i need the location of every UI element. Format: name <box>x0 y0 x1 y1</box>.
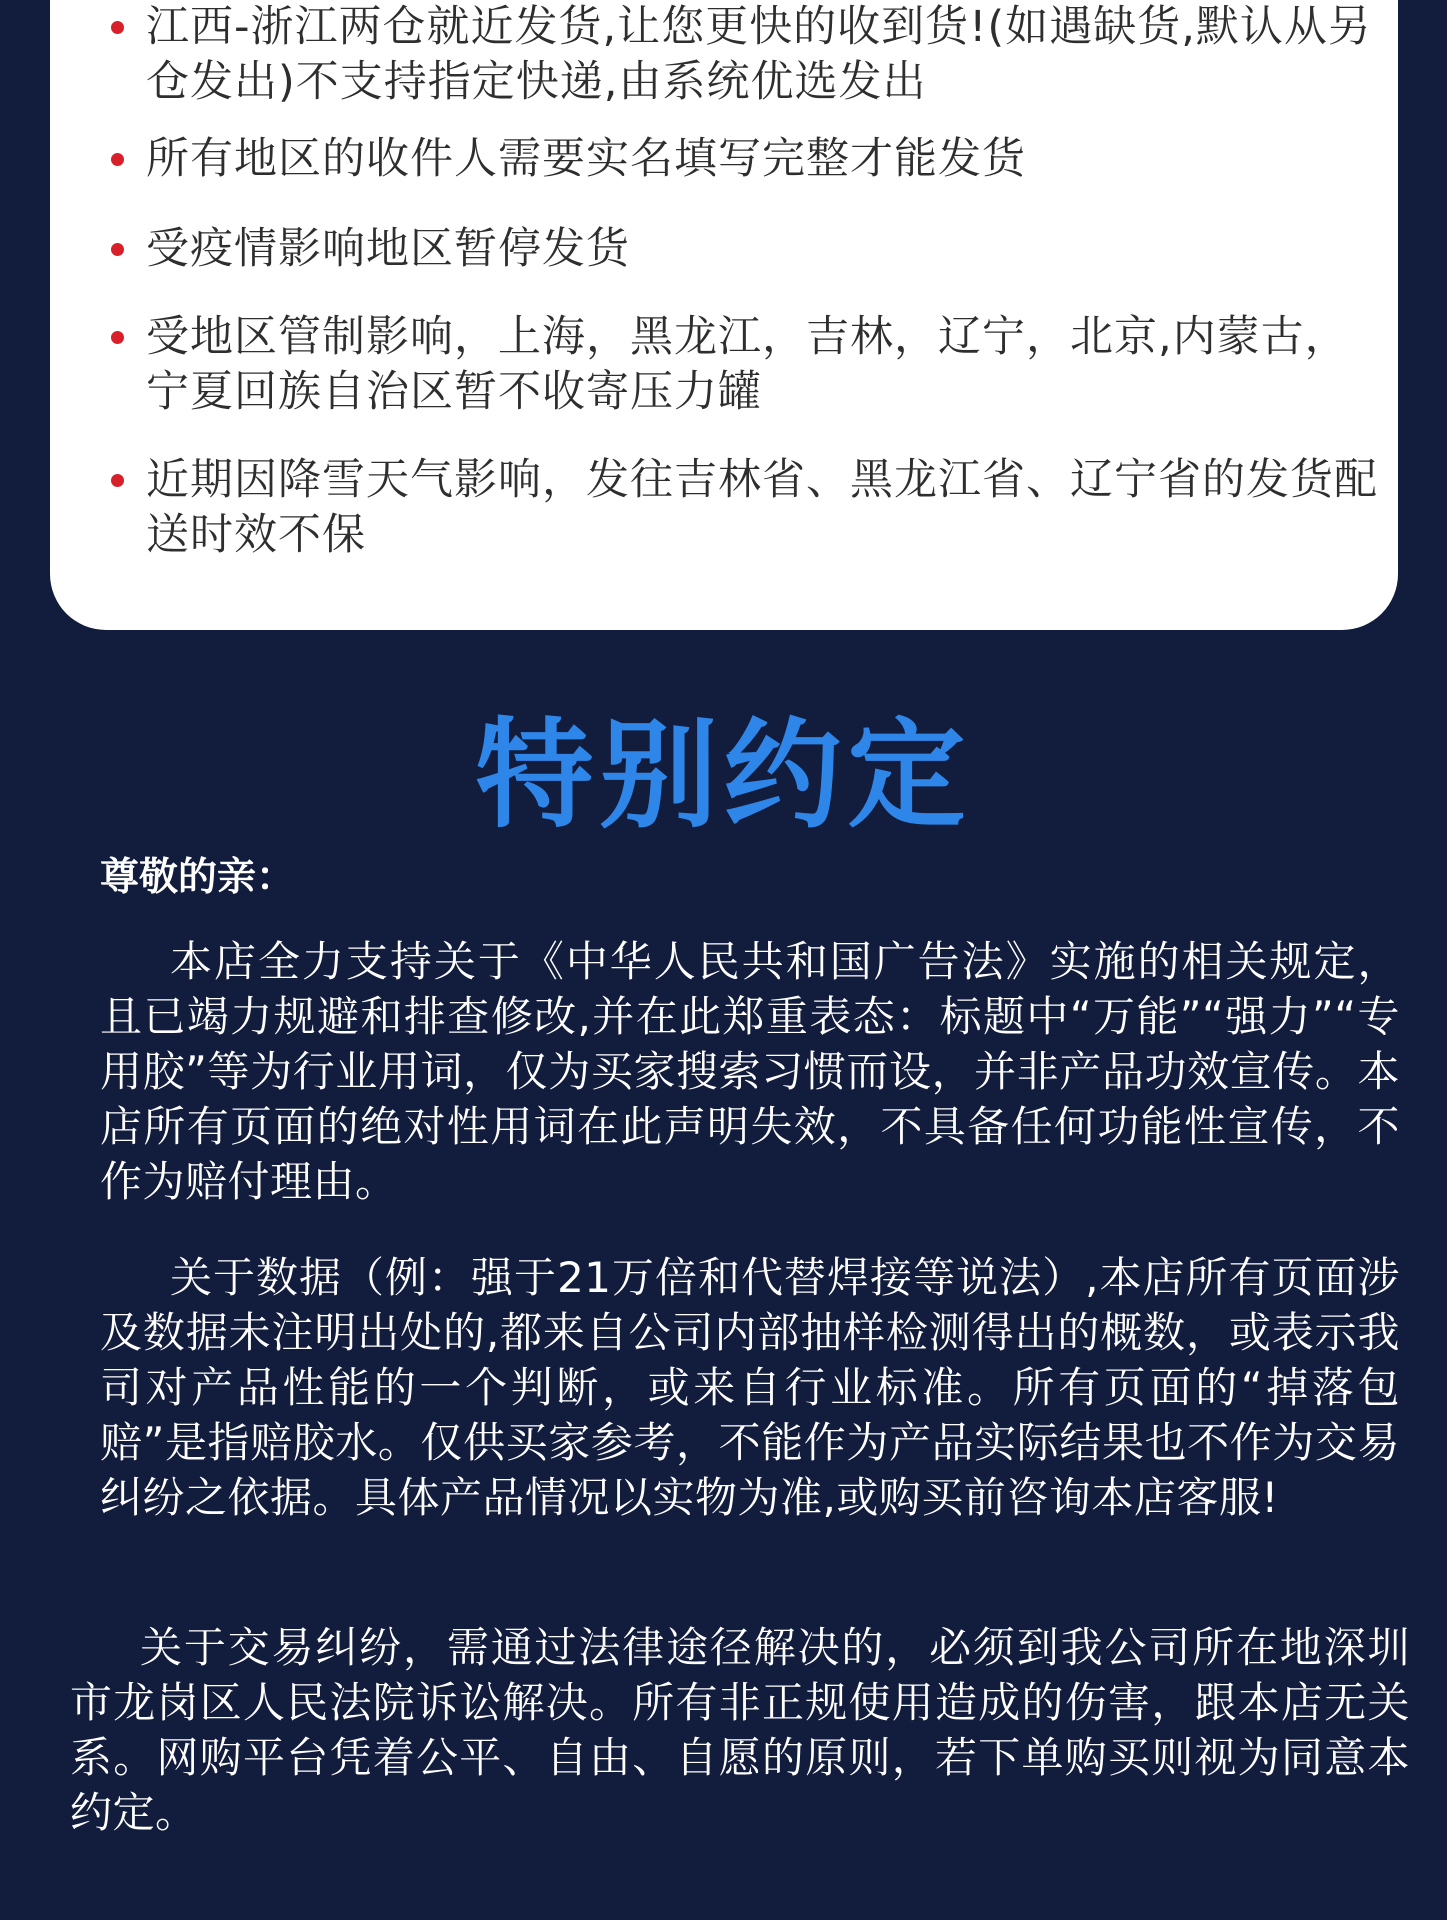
notice-item-snow <box>146 453 1386 563</box>
notice-item-pressure-tank <box>146 310 1386 420</box>
notice-item-warehouse <box>146 0 1386 110</box>
bullet-icon <box>111 153 124 166</box>
notice-item-real-name <box>146 132 1386 187</box>
agreement-paragraph-disputes: 关于交易纠纷，需通过法律途径解决的，必须到我公司所在地深圳市龙岗区人民法院诉讼解决。所有非正规使用造成的伤害，跟本店无关系。网购平台凭着公平、自由、自愿的原则，若下单购买则视为同意本约定。 <box>70 1623 1410 1837</box>
notice-item-text: 所有地区的收件人需要实名填写完整才能发货 <box>146 134 1026 184</box>
notice-item-text: 江西-浙江两仓就近发货,让您更快的收到货!(如遇缺货,默认从另仓发出)不支持指定快递,由系统优选发出 <box>146 2 1372 107</box>
notice-item-text: 受疫情影响地区暂停发货 <box>146 224 630 274</box>
bullet-icon <box>111 21 124 34</box>
bullet-icon <box>111 474 124 487</box>
shipping-notice-card <box>50 0 1398 630</box>
bullet-icon <box>111 243 124 256</box>
greeting: 尊敬的亲： <box>100 855 296 900</box>
agreement-paragraph-data: 关于数据（例：强于21万倍和代替焊接等说法）,本店所有页面涉及数据未注明出处的,都来自公司内部抽样检测得出的概数，或表示我司对产品性能的一个判断，或来自行业标准。所有页面的“掉落包赔”是指赔胶水。仅供买家参考，不能作为产品实际结果也不作为交易纠纷之依据。具体产品情况以实物为准,或购买前咨询本店客服! <box>100 1253 1400 1522</box>
agreement-paragraph-advertising-law: 本店全力支持关于《中华人民共和国广告法》实施的相关规定，且已竭力规避和排查修改,并在此郑重表态：标题中“万能”“强力”“专用胶”等为行业用词，仅为买家搜索习惯而设，并非产品功效宣传。本店所有页面的绝对性用词在此声明失效，不具备任何功能性宣传，不作为赔付理由。 <box>100 937 1400 1206</box>
notice-item-text: 近期因降雪天气影响，发往吉林省、黑龙江省、辽宁省的发货配送时效不保 <box>146 455 1378 560</box>
notice-item-epidemic <box>146 222 1386 277</box>
bullet-icon <box>111 331 124 344</box>
notice-item-text: 受地区管制影响，上海，黑龙江，吉林，辽宁，北京,内蒙古，宁夏回族自治区暂不收寄压力罐 <box>146 312 1349 417</box>
section-title: 特别约定 <box>475 706 972 844</box>
